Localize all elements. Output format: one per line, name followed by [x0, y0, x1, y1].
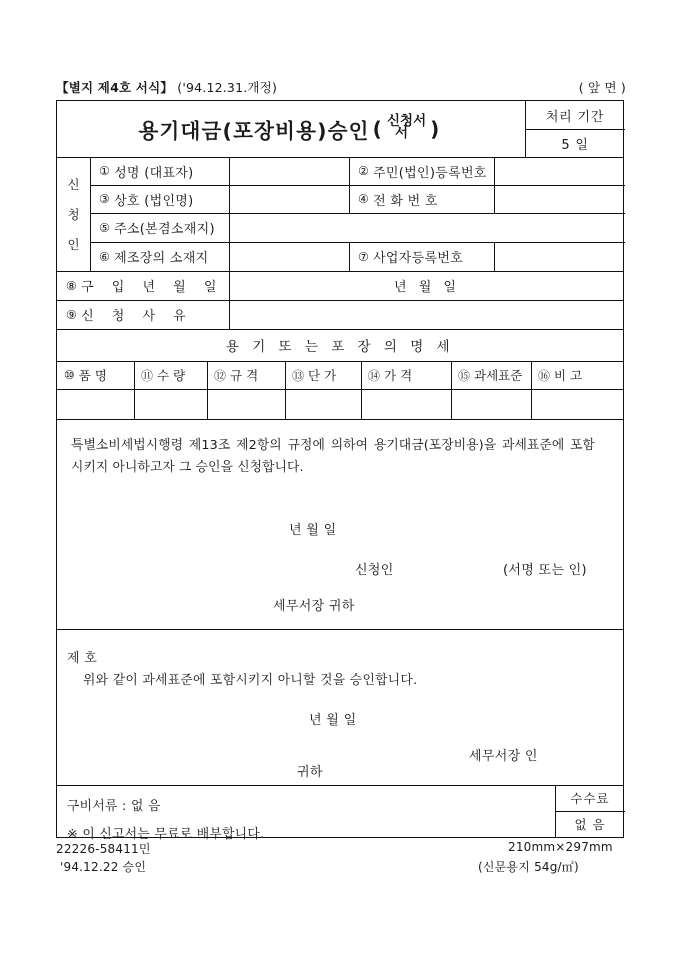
page-title	[139, 114, 444, 144]
field-business-no-text: 사업자등록번호	[373, 251, 464, 266]
form-frame	[56, 100, 624, 842]
reason-value[interactable]	[229, 300, 625, 329]
spec-col-header-6-label: 비 고	[554, 368, 583, 383]
application-signature-note: (서명 또는 인)	[503, 563, 587, 578]
spec-col-header-1-number: ⑪	[141, 368, 154, 383]
form-revision-date: ('94.12.31.개정)	[177, 80, 278, 95]
spec-col-header-1	[134, 361, 207, 389]
applicant-vertical-label	[57, 157, 90, 271]
field-phone-label	[349, 185, 494, 213]
page-side-label: ( 앞 면 )	[578, 80, 626, 95]
title-paren-open: (	[372, 117, 384, 141]
spec-col-header-0-number: ⑩	[64, 368, 75, 382]
spec-row-0-cell-2[interactable]	[207, 389, 285, 419]
spec-col-header-0	[57, 361, 134, 389]
title-form-type-line1: 신청서	[387, 113, 427, 130]
spec-col-rule-6	[531, 361, 532, 419]
applicant-vertical-label-char-1: 청	[67, 207, 80, 222]
spec-col-header-6	[531, 361, 625, 389]
applicant-col-divider-2b	[349, 242, 350, 271]
spec-col-header-6-number: ⑯	[538, 368, 551, 383]
form-approval-date: '94.12.22 승인	[60, 860, 147, 874]
field-name-input[interactable]	[229, 157, 349, 185]
purchase-date-number: ⑧	[66, 278, 78, 293]
fee-label: 수수료	[570, 791, 610, 806]
spec-col-rule-2	[207, 361, 208, 419]
applicant-vertical-label-char-2: 인	[67, 237, 80, 252]
field-factory-input[interactable]	[229, 242, 349, 271]
applicant-col-divider-3b	[494, 242, 495, 271]
applicant-vertical-label-char-0: 신	[67, 177, 80, 192]
purchase-date-value[interactable]	[229, 271, 625, 300]
field-name-text: 성명 (대표자)	[114, 165, 194, 181]
field-resident-no-input[interactable]	[494, 157, 625, 185]
form-reference-label: 【별지 제4호 서식】	[56, 80, 174, 95]
reason-number: ⑨	[66, 307, 78, 322]
fee-value: 없 음	[574, 817, 606, 832]
purchase-date-text: 구 입 년 월 일	[81, 280, 224, 295]
applicant-col-divider-3a	[494, 157, 495, 213]
title-form-type-line2: 서	[395, 125, 409, 141]
spec-col-header-2	[207, 361, 285, 389]
field-name-label	[90, 157, 229, 185]
processing-period-value: 5 일	[561, 137, 589, 153]
spec-col-header-0-label: 품 명	[78, 368, 107, 383]
spec-col-header-2-number: ⑫	[214, 368, 227, 383]
field-address-text: 주소(본겸소재지)	[114, 222, 215, 237]
paper-size: 210mm×297mm	[508, 840, 613, 854]
applicant-col-divider-1b	[229, 213, 230, 271]
applicant-col-divider-1a	[229, 157, 230, 213]
spec-col-header-3	[285, 361, 361, 389]
reason-divider	[229, 300, 230, 329]
spec-col-header-5	[451, 361, 531, 389]
field-phone-number: ④	[358, 192, 370, 206]
field-trade-name-number: ③	[99, 192, 111, 206]
field-address-label	[90, 213, 229, 242]
spec-col-rule-1	[134, 361, 135, 419]
approval-date-line[interactable]: 년 월 일	[309, 713, 357, 728]
free-distribution-notice: ※ 이 신고서는 무료로 배부합니다.	[67, 827, 265, 842]
field-resident-no-text: 주민(법인)등록번호	[373, 165, 487, 181]
spec-row-0-cell-3[interactable]	[285, 389, 361, 419]
spec-col-header-3-label: 단 가	[308, 368, 337, 383]
field-address-input[interactable]	[229, 213, 625, 242]
approval-officer: 세무서장 인	[469, 749, 538, 764]
field-address-number: ⑤	[99, 220, 111, 235]
purchase-date-divider	[229, 271, 230, 300]
application-statement: 특별소비세법시행령 제13조 제2항의 규정에 의하여 용기대금(포장비용)을 과세표준에 포함시키지 아니하고자 그 승인을 신청합니다.	[71, 438, 595, 476]
paper-spec: (신문용지 54g/㎡)	[478, 860, 579, 874]
field-business-no-input[interactable]	[494, 242, 625, 271]
spec-col-header-5-number: ⑮	[458, 368, 471, 383]
required-documents: 구비서류 : 없 음	[67, 799, 161, 814]
spec-row-0-cell-1[interactable]	[134, 389, 207, 419]
spec-section-heading	[57, 329, 623, 361]
field-phone-text: 전 화 번 호	[373, 193, 438, 209]
field-trade-name-input[interactable]	[229, 185, 349, 213]
application-addressee: 세무서장 귀하	[273, 599, 355, 614]
title-paren-close: )	[430, 117, 441, 141]
form-reference	[56, 78, 277, 96]
field-business-no-label	[349, 242, 494, 271]
application-applicant-label: 신청인	[355, 563, 394, 578]
field-factory-label	[90, 242, 229, 271]
spec-col-header-4	[361, 361, 451, 389]
applicant-col-divider-2a	[349, 157, 350, 213]
reason-label	[57, 300, 229, 329]
field-trade-name-text: 상호 (법인명)	[114, 193, 194, 209]
field-trade-name-label	[90, 185, 229, 213]
reason-text: 신 청 사 유	[81, 309, 193, 324]
spec-col-header-1-label: 수 량	[157, 368, 186, 383]
field-resident-no-label	[349, 157, 494, 185]
approval-addressee: 귀하	[297, 765, 323, 780]
approval-doc-number[interactable]: 제 호	[67, 651, 98, 666]
form-code: 22226-58411민	[56, 842, 151, 856]
spec-col-header-4-label: 가 격	[384, 368, 413, 383]
spec-col-header-4-number: ⑭	[368, 368, 381, 383]
spec-col-rule-3	[285, 361, 286, 419]
spec-row-0-cell-4[interactable]	[361, 389, 451, 419]
application-block-bottom-rule	[57, 629, 623, 630]
approval-block-bottom-rule	[57, 785, 623, 786]
page-title-main: 용기대금(포장비용)승인	[138, 119, 370, 143]
field-phone-input[interactable]	[494, 185, 625, 213]
spec-col-header-5-label: 과세표준	[474, 368, 523, 383]
field-factory-text: 제조장의 소재지	[114, 251, 209, 266]
spec-row-0-cell-6[interactable]	[531, 389, 625, 419]
fee-box-rule	[555, 811, 625, 812]
processing-period-label: 처리 기간	[545, 109, 605, 125]
field-resident-no-number: ②	[358, 164, 370, 178]
spec-col-header-2-label: 규 격	[230, 368, 259, 383]
title-form-type-stack	[387, 113, 427, 141]
field-factory-number: ⑥	[99, 249, 111, 264]
processing-period-divider	[525, 129, 625, 130]
purchase-date-value-text: 년 월 일	[394, 280, 460, 295]
purchase-date-label	[57, 271, 229, 300]
field-name-number: ①	[99, 164, 111, 178]
spec-col-rule-4	[361, 361, 362, 419]
spec-row-0-cell-0[interactable]	[57, 389, 134, 419]
spec-col-rule-5	[451, 361, 452, 419]
field-business-no-number: ⑦	[358, 249, 370, 264]
spec-section-heading-text: 용 기 또 는 포 장 의 명 세	[225, 339, 455, 355]
document-meta-row	[56, 76, 626, 96]
title-zone	[57, 101, 525, 157]
spec-table-bottom-rule	[57, 419, 623, 420]
approval-statement: 위와 같이 과세표준에 포함시키지 아니할 것을 승인합니다.	[83, 673, 418, 688]
spec-row-0-cell-5[interactable]	[451, 389, 531, 419]
spec-col-header-3-number: ⑬	[292, 368, 305, 383]
application-date-line[interactable]: 년 월 일	[289, 523, 337, 538]
